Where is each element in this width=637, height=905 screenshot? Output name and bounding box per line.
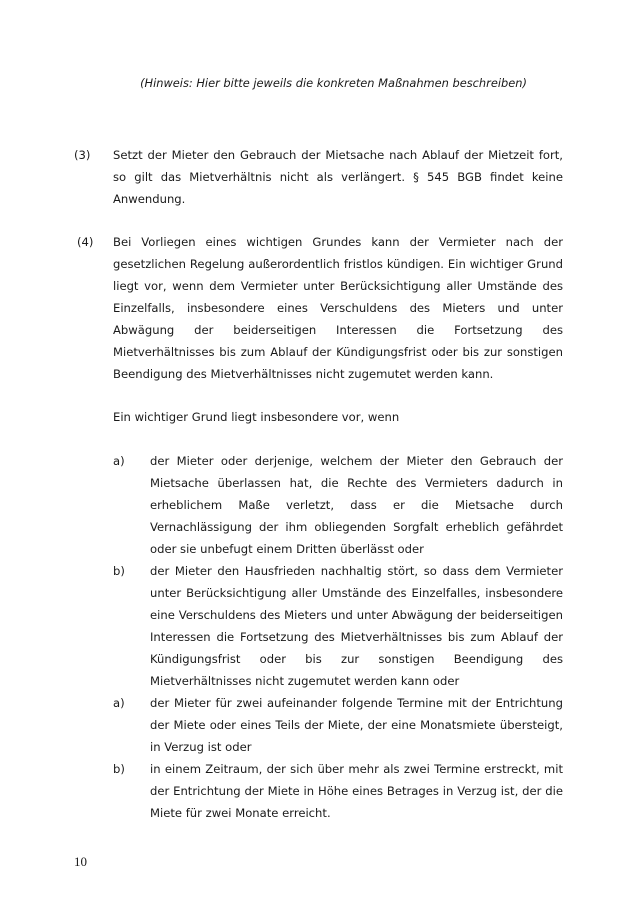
page-number: 10 [74, 854, 87, 869]
list-item-text: der Mieter für zwei aufeinander folgende Termine mit der Entrichtung der Miete oder eines Teils der Miete, der eine Monatsmiete übersteigt, in Verzug ist oder [150, 696, 563, 754]
list-item-letter: b) [113, 564, 125, 578]
list-item-text: in einem Zeitraum, der sich über mehr als zwei Termine erstreckt, mit der Entrichtung der Miete in Höhe eines Betrages in Verzug ist, der die Miete für zwei Monate erreicht. [150, 762, 563, 820]
list-item-letter: b) [113, 762, 125, 776]
list-item-text: der Mieter den Hausfrieden nachhaltig stört, so dass dem Vermieter unter Berücksichtigung aller Umstände des Einzelfalles, insbesondere eine Verschuldens des Mieters und unter Abwägung der beiderseitigen Interessen die Fortsetzung des Mietverhältnisses bis zum Ablauf der Kündigungsfrist oder bis zur sonstigen Beendigung des Mietverhältnisses nicht zugemutet werden kann oder [150, 564, 563, 688]
hint-note: (Hinweis: Hier bitte jeweils die konkreten Maßnahmen beschreiben) [140, 76, 527, 90]
paragraph-4-text: Bei Vorliegen eines wichtigen Grundes kann der Vermieter nach der gesetzlichen Regelung außerordentlich fristlos kündigen. Ein wichtiger Grund liegt vor, wenn dem Vermieter unter Berücksichtigung aller Umstände des Einzelfalls, insbesondere eines Verschuldens des Mieters und unter Abwägung der beiderseitigen Interessen die Fortsetzung des Mietverhältnisses bis zum Ablauf der Kündigungsfrist oder bis zur sonstigen Beendigung des Mietverhältnisses nicht zugemutet werden kann. [113, 235, 563, 381]
list-item-letter: a) [113, 696, 125, 710]
paragraph-3-text: Setzt der Mieter den Gebrauch der Mietsache nach Ablauf der Mietzeit fort, so gilt das Mietverhältnis nicht als verlängert. § 545 BGB findet keine Anwendung. [113, 148, 563, 206]
paragraph-number-4: (4) [77, 235, 94, 249]
paragraph-number-3: (3) [74, 148, 91, 162]
list-item-letter: a) [113, 454, 125, 468]
list-item-text: der Mieter oder derjenige, welchem der Mieter den Gebrauch der Mietsache überlassen hat, die Rechte des Vermieters dadurch in erheblichem Maße verletzt, dass er die Mietsache durch Vernachlässigung der ihm obliegenden Sorgfalt erheblich gefährdet oder sie unbefugt einem Dritten überlässt oder [150, 454, 563, 556]
paragraph-4-intro: Ein wichtiger Grund liegt insbesondere vor, wenn [113, 410, 400, 424]
